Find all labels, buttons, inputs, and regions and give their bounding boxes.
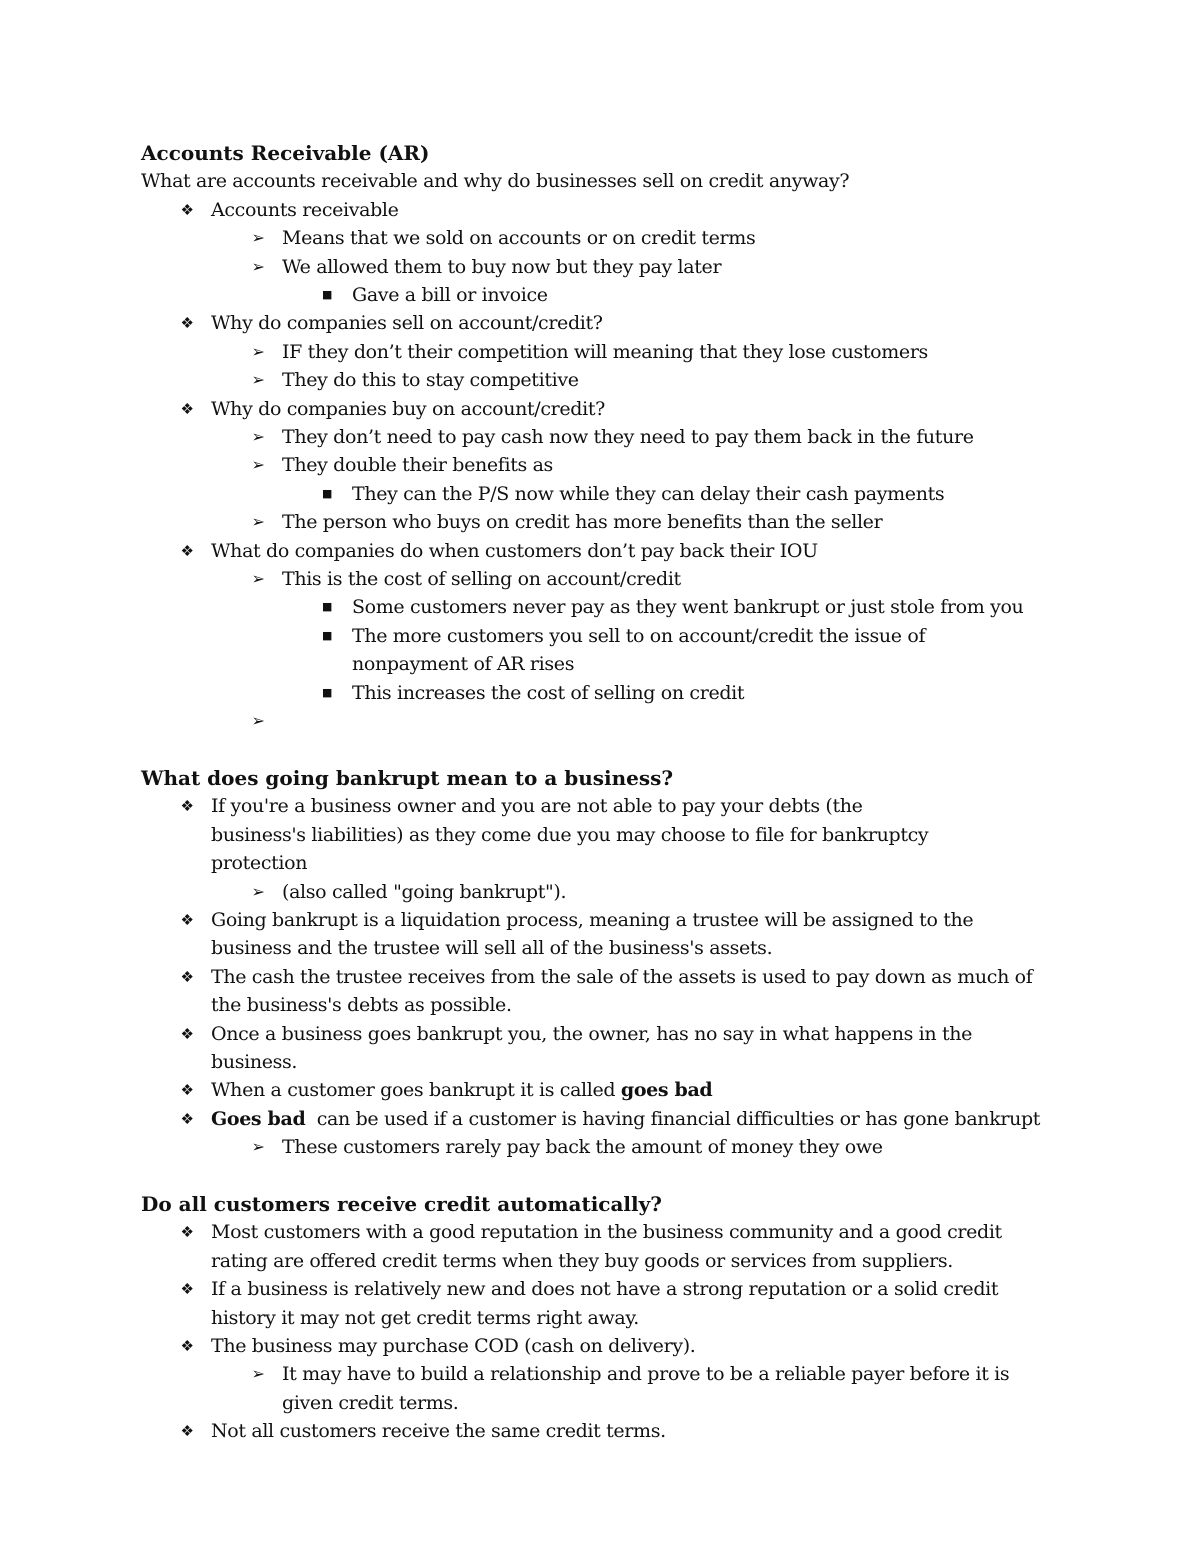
section-title-credit: Do all customers receive credit automatically? bbox=[141, 1191, 662, 1216]
list-item bbox=[141, 1105, 1071, 1133]
list-item-text: We allowed them to buy now but they pay later bbox=[282, 255, 722, 278]
list-item bbox=[141, 878, 1071, 906]
list-item bbox=[141, 622, 952, 679]
list-item-text: When a customer goes bankrupt it is called bbox=[211, 1079, 621, 1102]
arrow-bullet-icon: ➢ bbox=[251, 881, 265, 901]
list-item bbox=[141, 1076, 1071, 1104]
list-item-text: Means that we sold on accounts or on credit terms bbox=[282, 227, 756, 250]
square-bullet-icon: ■ bbox=[321, 486, 333, 500]
list-item-text: Most customers with a good reputation in the business community and a good credit rating are offered credit terms when they buy goods or services from suppliers. bbox=[211, 1221, 1002, 1272]
arrow-bullet-icon: ➢ bbox=[251, 455, 265, 475]
list-item-text: Gave a bill or invoice bbox=[352, 284, 548, 307]
list-item-text: Once a business goes bankrupt you, the owner, has no say in what happens in the business. bbox=[211, 1022, 973, 1073]
arrow-bullet-icon: ➢ bbox=[251, 711, 265, 731]
diamond-bullet-icon: ❖ bbox=[180, 797, 194, 816]
list-item-text: Why do companies buy on account/credit? bbox=[211, 397, 605, 420]
list-item bbox=[141, 679, 1071, 707]
bold-term: goes bad bbox=[620, 1079, 713, 1102]
list-item bbox=[141, 196, 1071, 224]
diamond-bullet-icon: ❖ bbox=[180, 1223, 194, 1242]
list-item bbox=[141, 423, 1071, 451]
diamond-bullet-icon: ❖ bbox=[180, 1081, 194, 1100]
arrow-bullet-icon: ➢ bbox=[251, 228, 265, 248]
list-item-text: They can the P/S now while they can delay their cash payments bbox=[352, 482, 945, 505]
list-item-text: Accounts receivable bbox=[211, 198, 399, 221]
diamond-bullet-icon: ❖ bbox=[180, 541, 194, 560]
list-item-text: Not all customers receive the same credit terms. bbox=[211, 1420, 666, 1443]
list-item-text: If a business is relatively new and does not have a strong reputation or a solid credit history it may not get credit terms right away. bbox=[211, 1278, 999, 1329]
diamond-bullet-icon: ❖ bbox=[180, 399, 194, 418]
list-item-text: If you're a business owner and you are not able to pay your debts (the business's liabilities) as they come due you may choose to file for bankruptcy protection bbox=[211, 795, 929, 875]
diamond-bullet-icon: ❖ bbox=[180, 1336, 194, 1355]
arrow-bullet-icon: ➢ bbox=[251, 341, 265, 361]
arrow-bullet-icon: ➢ bbox=[251, 569, 265, 589]
square-bullet-icon: ■ bbox=[321, 600, 333, 614]
square-bullet-icon: ■ bbox=[321, 685, 333, 699]
list-item bbox=[141, 1275, 1021, 1332]
diamond-bullet-icon: ❖ bbox=[180, 1422, 194, 1441]
arrow-bullet-icon: ➢ bbox=[251, 256, 265, 276]
empty-list-item bbox=[141, 707, 1071, 735]
list-item-text: What do companies do when customers don’t pay back their IOU bbox=[211, 539, 818, 562]
diamond-bullet-icon: ❖ bbox=[180, 1024, 194, 1043]
list-item-text: It may have to build a relationship and prove to be a reliable payer before it is given credit terms. bbox=[282, 1363, 1010, 1414]
arrow-bullet-icon: ➢ bbox=[251, 1137, 265, 1157]
list-item bbox=[141, 1417, 1071, 1445]
arrow-bullet-icon: ➢ bbox=[251, 512, 265, 532]
list-item-text: They don’t need to pay cash now they need to pay them back in the future bbox=[282, 426, 974, 449]
document-page bbox=[141, 139, 1071, 1446]
list-item-text: Why do companies sell on account/credit? bbox=[211, 312, 603, 335]
diamond-bullet-icon: ❖ bbox=[180, 1109, 194, 1128]
list-item bbox=[141, 565, 1071, 593]
list-item bbox=[141, 1332, 1071, 1360]
list-item bbox=[141, 1133, 1071, 1161]
list-item bbox=[141, 963, 1041, 1020]
list-item bbox=[141, 253, 1071, 281]
spacer bbox=[141, 1162, 1071, 1190]
list-item bbox=[141, 395, 1071, 423]
section-title-accounts-receivable: Accounts Receivable (AR) bbox=[141, 141, 430, 165]
list-item-text: The business may purchase COD (cash on delivery). bbox=[211, 1334, 696, 1357]
list-item bbox=[141, 1020, 991, 1077]
list-item-text: Going bankrupt is a liquidation process, meaning a trustee will be assigned to the business and the trustee will sell all of the business's assets. bbox=[211, 908, 974, 960]
list-item-text: (also called "going bankrupt"). bbox=[282, 880, 567, 903]
list-item-text: This increases the cost of selling on credit bbox=[352, 681, 745, 704]
intro-question: What are accounts receivable and why do businesses sell on credit anyway? bbox=[141, 170, 850, 193]
diamond-bullet-icon: ❖ bbox=[180, 1280, 194, 1299]
list-item bbox=[141, 1360, 1042, 1417]
section-title-bankrupt: What does going bankrupt mean to a business? bbox=[141, 765, 674, 790]
list-item bbox=[141, 906, 991, 963]
list-item-text: These customers rarely pay back the amount of money they owe bbox=[282, 1136, 883, 1159]
list-item bbox=[141, 508, 1071, 536]
list-item bbox=[141, 537, 1071, 565]
list-item bbox=[141, 338, 1071, 366]
list-item bbox=[141, 593, 1071, 621]
bold-term: Goes bad bbox=[211, 1107, 306, 1130]
list-item-text: IF they don’t their competition will meaning that they lose customers bbox=[282, 340, 928, 363]
diamond-bullet-icon: ❖ bbox=[180, 967, 194, 986]
spacer bbox=[141, 736, 1071, 764]
list-item bbox=[141, 1218, 1021, 1275]
diamond-bullet-icon: ❖ bbox=[180, 910, 194, 929]
diamond-bullet-icon: ❖ bbox=[180, 200, 194, 219]
list-item-text: They double their benefits as bbox=[282, 454, 553, 477]
arrow-bullet-icon: ➢ bbox=[251, 370, 265, 390]
square-bullet-icon: ■ bbox=[321, 288, 333, 302]
list-item bbox=[141, 480, 1071, 508]
list-item bbox=[141, 792, 941, 877]
list-item-text: They do this to stay competitive bbox=[282, 369, 579, 392]
list-item bbox=[141, 281, 1071, 309]
list-item bbox=[141, 224, 1071, 252]
list-item bbox=[141, 309, 1071, 337]
list-item-text: The cash the trustee receives from the sale of the assets is used to pay down as much of the business's debts as possible. bbox=[211, 965, 1033, 1017]
list-item-text: The more customers you sell to on account/credit the issue of nonpayment of AR rises bbox=[352, 624, 926, 676]
arrow-bullet-icon: ➢ bbox=[251, 1364, 265, 1384]
arrow-bullet-icon: ➢ bbox=[251, 427, 265, 447]
square-bullet-icon: ■ bbox=[321, 628, 333, 642]
list-item bbox=[141, 451, 1071, 479]
list-item-text: can be used if a customer is having financial difficulties or has gone bankrupt bbox=[305, 1107, 1041, 1130]
diamond-bullet-icon: ❖ bbox=[180, 314, 194, 333]
list-item bbox=[141, 366, 1071, 394]
list-item-text: The person who buys on credit has more benefits than the seller bbox=[282, 511, 883, 534]
list-item-text: This is the cost of selling on account/credit bbox=[282, 568, 681, 591]
list-item-text: Some customers never pay as they went bankrupt or just stole from you bbox=[352, 596, 1024, 619]
